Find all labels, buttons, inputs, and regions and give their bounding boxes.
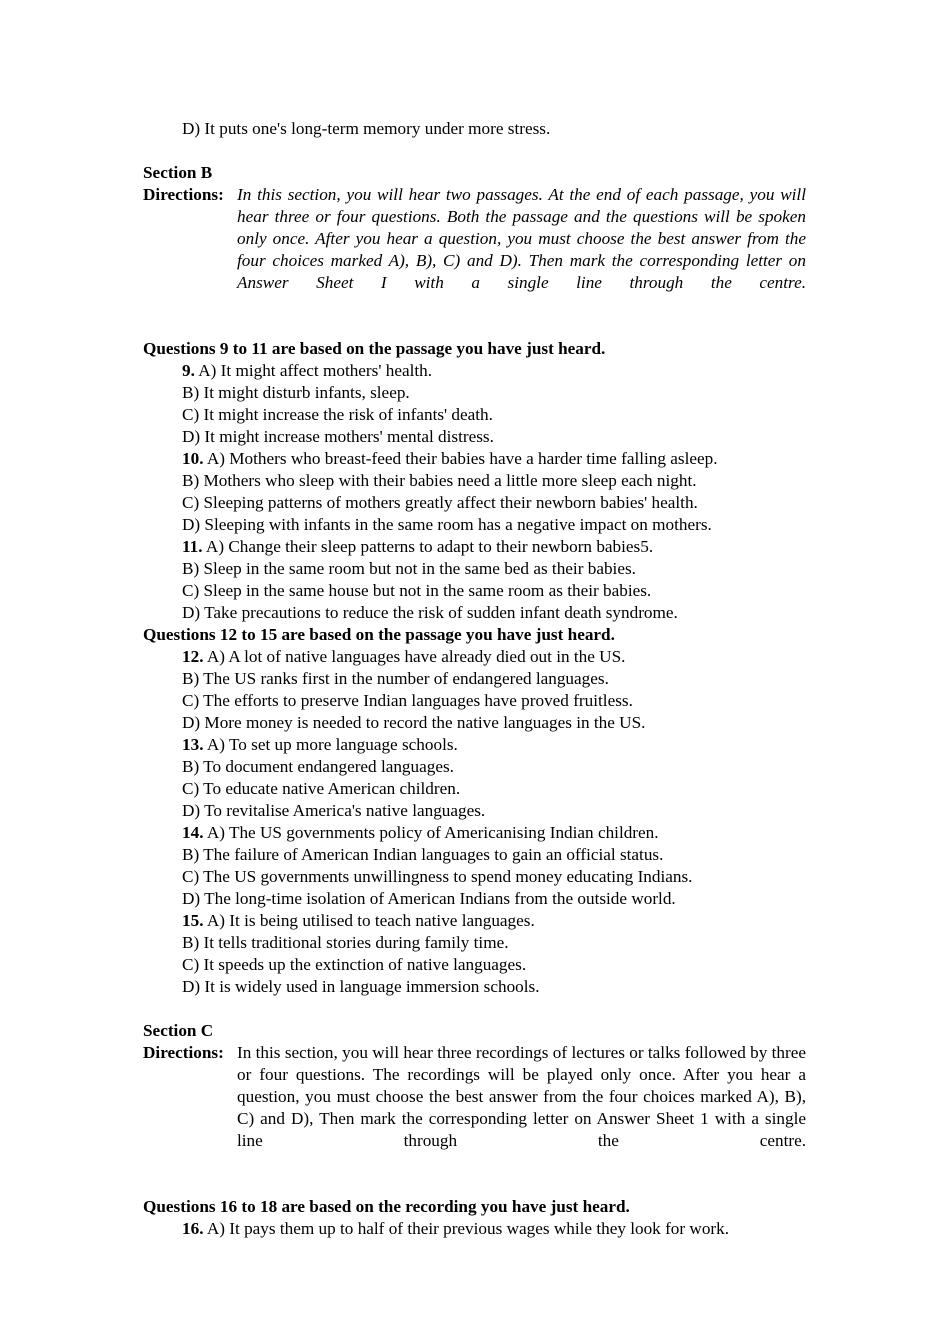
question-number: 16. [182,1219,204,1238]
choice-line[interactable]: D) Sleeping with infants in the same room has a negative impact on mothers. [182,515,712,534]
question-number: 12. [182,647,204,666]
question-number: 11. [182,537,203,556]
choice-line[interactable]: B) To document endangered languages. [182,757,454,776]
choice-line[interactable]: B) The failure of American Indian languages to gain an official status. [182,845,664,864]
question-item [182,1218,806,1240]
choice-text[interactable]: A) It might affect mothers' health. [198,361,433,380]
choice-line[interactable]: C) Sleeping patterns of mothers greatly affect their newborn babies' health. [182,493,698,512]
choice-text[interactable]: A) It is being utilised to teach native languages. [206,911,535,930]
choice-line[interactable]: D) It might increase mothers' mental distress. [182,427,494,446]
questions-16-18-list [182,1218,806,1240]
question-number: 10. [182,449,204,468]
questions-9-11-heading: Questions 9 to 11 are based on the passage you have just heard. [143,339,606,358]
section-b-directions-label: Directions: [143,185,224,204]
choice-line[interactable]: C) It speeds up the extinction of native languages. [182,955,527,974]
choice-line[interactable]: B) It might disturb infants, sleep. [182,383,410,402]
question-item [182,360,806,382]
choice-line[interactable]: C) Sleep in the same house but not in the same room as their babies. [182,581,652,600]
choice-line[interactable]: C) The efforts to preserve Indian languages have proved fruitless. [182,691,633,710]
choice-line[interactable]: D) It is widely used in language immersion schools. [182,977,540,996]
choice-text[interactable]: A) Mothers who breast-feed their babies have a harder time falling asleep. [206,449,718,468]
spacer [143,998,806,1020]
section-b-directions [143,184,806,316]
section-c-directions-text: In this section, you will hear three recordings of lectures or talks followed by three or four questions. The recordings will be played only once. After you hear a question, you must choose the best answer from the four choices marked A), B), C) and D), Then mark the corresponding letter on Answer Sheet 1 with a single line through the centre. [237,1043,806,1150]
choice-text[interactable]: A) It pays them up to half of their previous wages while they look for work. [206,1219,730,1238]
choice-line[interactable]: B) The US ranks first in the number of endangered languages. [182,669,609,688]
section-c-heading: Section C [143,1021,214,1040]
question-number: 15. [182,911,204,930]
spacer [143,316,806,338]
section-b-heading: Section B [143,163,213,182]
section-c-directions-label: Directions: [143,1043,224,1062]
choice-text[interactable]: A) Change their sleep patterns to adapt to their newborn babies5. [205,537,654,556]
choice-text[interactable]: A) The US governments policy of Americanising Indian children. [206,823,659,842]
question-number: 9. [182,361,195,380]
choice-text[interactable]: A) To set up more language schools. [206,735,458,754]
spacer [143,1174,806,1196]
questions-12-15-list [182,646,806,998]
choice-line[interactable]: B) It tells traditional stories during family time. [182,933,509,952]
question-item [182,734,806,756]
choice-line[interactable]: B) Mothers who sleep with their babies need a little more sleep each night. [182,471,697,490]
question-item [182,910,806,932]
section-b-directions-text: In this section, you will hear two passages. At the end of each passage, you will hear three or four questions. Both the passage and the questions will be spoken only once. After you hear a question, you must choose the best answer from the four choices marked A), B), C) and D). Then mark the corresponding letter on Answer Sheet I with a single line through the centre. [237,185,806,292]
question-number: 13. [182,735,204,754]
section-c-directions [143,1042,806,1174]
choice-text[interactable]: A) A lot of native languages have already died out in the US. [206,647,626,666]
question-item [182,646,806,668]
choice-line[interactable]: C) It might increase the risk of infants' death. [182,405,493,424]
question-item [182,536,806,558]
questions-9-11-list [182,360,806,624]
choice-line[interactable]: D) More money is needed to record the native languages in the US. [182,713,646,732]
choice-line[interactable]: D) The long-time isolation of American Indians from the outside world. [182,889,676,908]
choice-line[interactable]: C) The US governments unwillingness to spend money educating Indians. [182,867,693,886]
orphan-choice-line: D) It puts one's long-term memory under more stress. [182,119,551,138]
choice-line[interactable]: C) To educate native American children. [182,779,461,798]
choice-line[interactable]: D) Take precautions to reduce the risk of sudden infant death syndrome. [182,603,678,622]
choice-line[interactable]: B) Sleep in the same room but not in the same bed as their babies. [182,559,636,578]
spacer [143,140,806,162]
questions-16-18-heading: Questions 16 to 18 are based on the recording you have just heard. [143,1197,630,1216]
questions-12-15-heading: Questions 12 to 15 are based on the passage you have just heard. [143,625,615,644]
choice-line[interactable]: D) To revitalise America's native languages. [182,801,486,820]
question-number: 14. [182,823,204,842]
question-item [182,822,806,844]
question-item [182,448,806,470]
